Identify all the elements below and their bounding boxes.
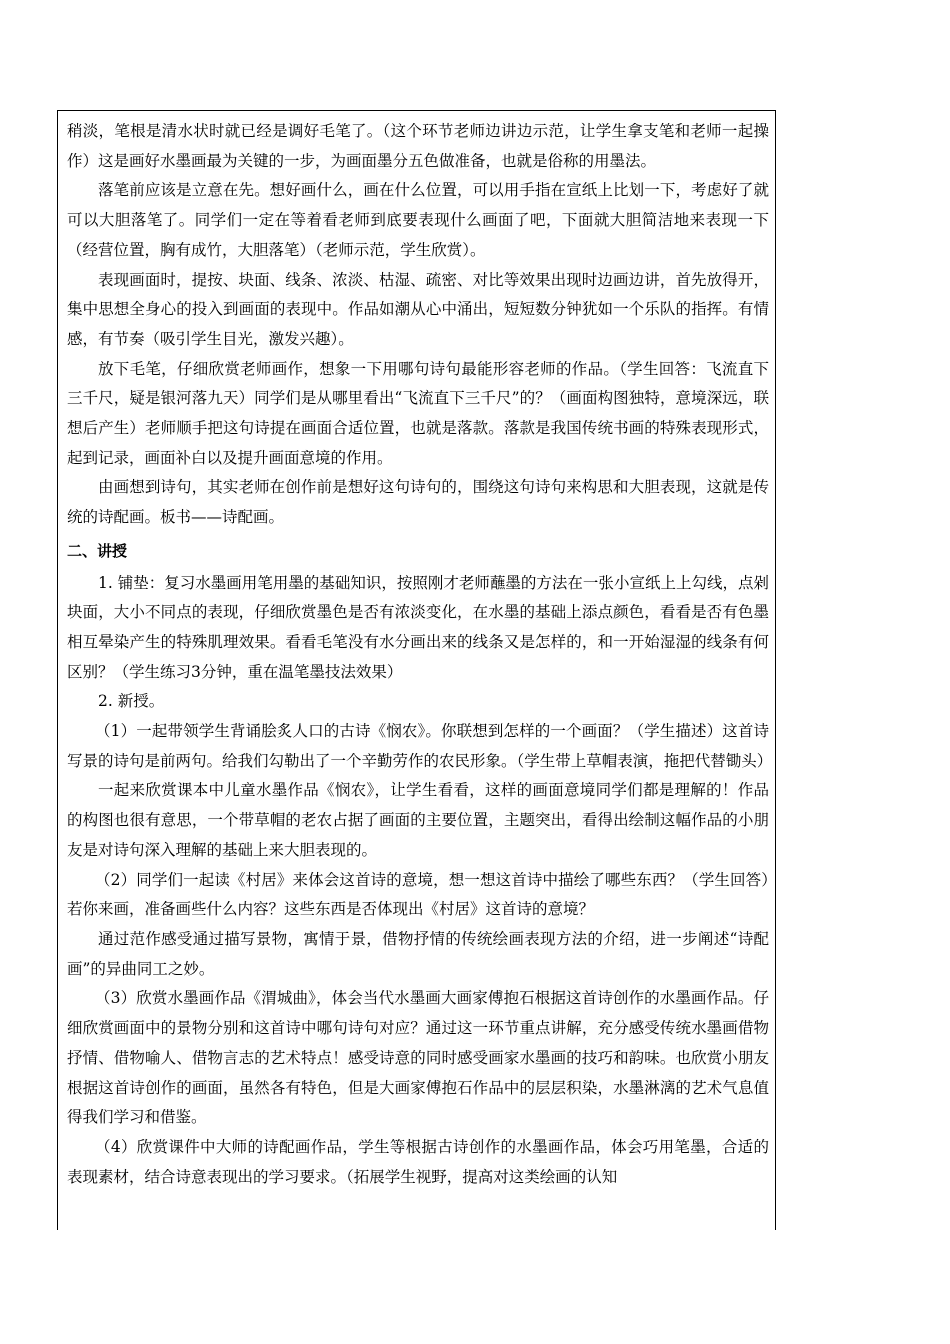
document-body <box>67 117 773 1192</box>
paragraph-preparation: 1. 铺垫：复习水墨画用笔用墨的基础知识，按照刚才老师蘸墨的方法在一张小宣纸上上勾线，点剁块面，大小不同点的表现，仔细欣赏墨色是否有浓淡变化，在水墨的基础上添点颜色，看看是否有色墨相互晕染产生的特殊肌理效果。看看毛笔没有水分画出来的线条又是怎样的，和一开始湿湿的线条有何区别？（学生练习3分钟，重在温笔墨技法效果） <box>67 573 769 681</box>
paragraph-brush-placement: 落笔前应该是立意在先。想好画什么，画在什么位置，可以用手指在宣纸上比划一下，考虑好了就可以大胆落笔了。同学们一定在等着看老师到底要表现什么画面了吧，下面就大胆简洁地来表现一下（经营位置，胸有成竹，大胆落笔）（老师示范，学生欣赏）。 <box>67 181 769 259</box>
paragraph-appreciation: 放下毛笔，仔细欣赏老师画作，想象一下用哪句诗句最能形容老师的作品。（学生回答：飞流直下三千尺，疑是银河落九天）同学们是从哪里看出“飞流直下三千尺”的？（画面构图独特，意境深远，联想后产生）老师顺手把这句诗提在画面合适位置，也就是落款。落款是我国传统书画的特殊表现形式，起到记录，画面补白以及提升画面意境的作用。 <box>67 359 769 467</box>
paragraph-example-works: 通过范作感受通过描写景物，寓情于景，借物抒情的传统绘画表现方法的介绍，进一步阐述“诗配画”的异曲同工之妙。 <box>67 929 769 978</box>
paragraph-minnong-appreciation: 一起来欣赏课本中儿童水墨作品《悯农》，让学生看看，这样的画面意境同学们都是理解的！作品的构图也很有意思，一个带草帽的老农占据了画面的主要位置，主题突出，看得出绘制这幅作品的小朋友是对诗句深入理解的基础上来大胆表现的。 <box>67 781 769 859</box>
paragraph-cunju: （2）同学们一起读《村居》来体会这首诗的意境，想一想这首诗中描绘了哪些东西？（学生回答）若你来画，准备画些什么内容？这些东西是否体现出《村居》这首诗的意境？ <box>67 870 769 919</box>
document-table-cell <box>57 110 776 1230</box>
paragraph-expression: 表现画面时，提按、块面、线条、浓淡、枯湿、疏密、对比等效果出现时边画边讲，首先放得开，集中思想全身心的投入到画面的表现中。作品如潮从心中涌出，短短数分钟犹如一个乐队的指挥。有情感，有节奏（吸引学生目光，激发兴趣）。 <box>67 270 769 348</box>
paragraph-continuation: 稍淡，笔根是清水状时就已经是调好毛笔了。（这个环节老师边讲边示范，让学生拿支笔和老师一起操作）这是画好水墨画最为关键的一步，为画面墨分五色做准备，也就是俗称的用墨法。 <box>67 122 769 170</box>
paragraph-weicheng: （3）欣赏水墨画作品《渭城曲》，体会当代水墨画大画家傅抱石根据这首诗创作的水墨画作品。仔细欣赏画面中的景物分别和这首诗中哪句诗句对应？通过这一环节重点讲解，充分感受传统水墨画借物抒情、借物喻人、借物言志的艺术特点！感受诗意的同时感受画家水墨画的技巧和韵味。也欣赏小朋友根据这首诗创作的画面，虽然各有特色，但是大画家傅抱石作品中的层层积染，水墨淋漓的艺术气息值得我们学习和借鉴。 <box>67 989 769 1127</box>
section-heading: 二、讲授 <box>67 541 128 560</box>
paragraph-masters: （4）欣赏课件中大师的诗配画作品，学生等根据古诗创作的水墨画作品，体会巧用笔墨，合适的表现素材，结合诗意表现出的学习要求。（拓展学生视野，提高对这类绘画的认知 <box>67 1137 769 1186</box>
paragraph-minnong: （1）一起带领学生背诵脍炙人口的古诗《悯农》。你联想到怎样的一个画面？（学生描述）这首诗写景的诗句是前两句。给我们勾勒出了一个辛勤劳作的农民形象。（学生带上草帽表演，拖把代替锄头） <box>67 722 773 770</box>
paragraph-new-lesson: 2. 新授。 <box>98 692 165 711</box>
paragraph-poem-painting: 由画想到诗句，其实老师在创作前是想好这句诗句的，围绕这句诗句来构思和大胆表现，这就是传统的诗配画。板书——诗配画。 <box>67 478 769 527</box>
